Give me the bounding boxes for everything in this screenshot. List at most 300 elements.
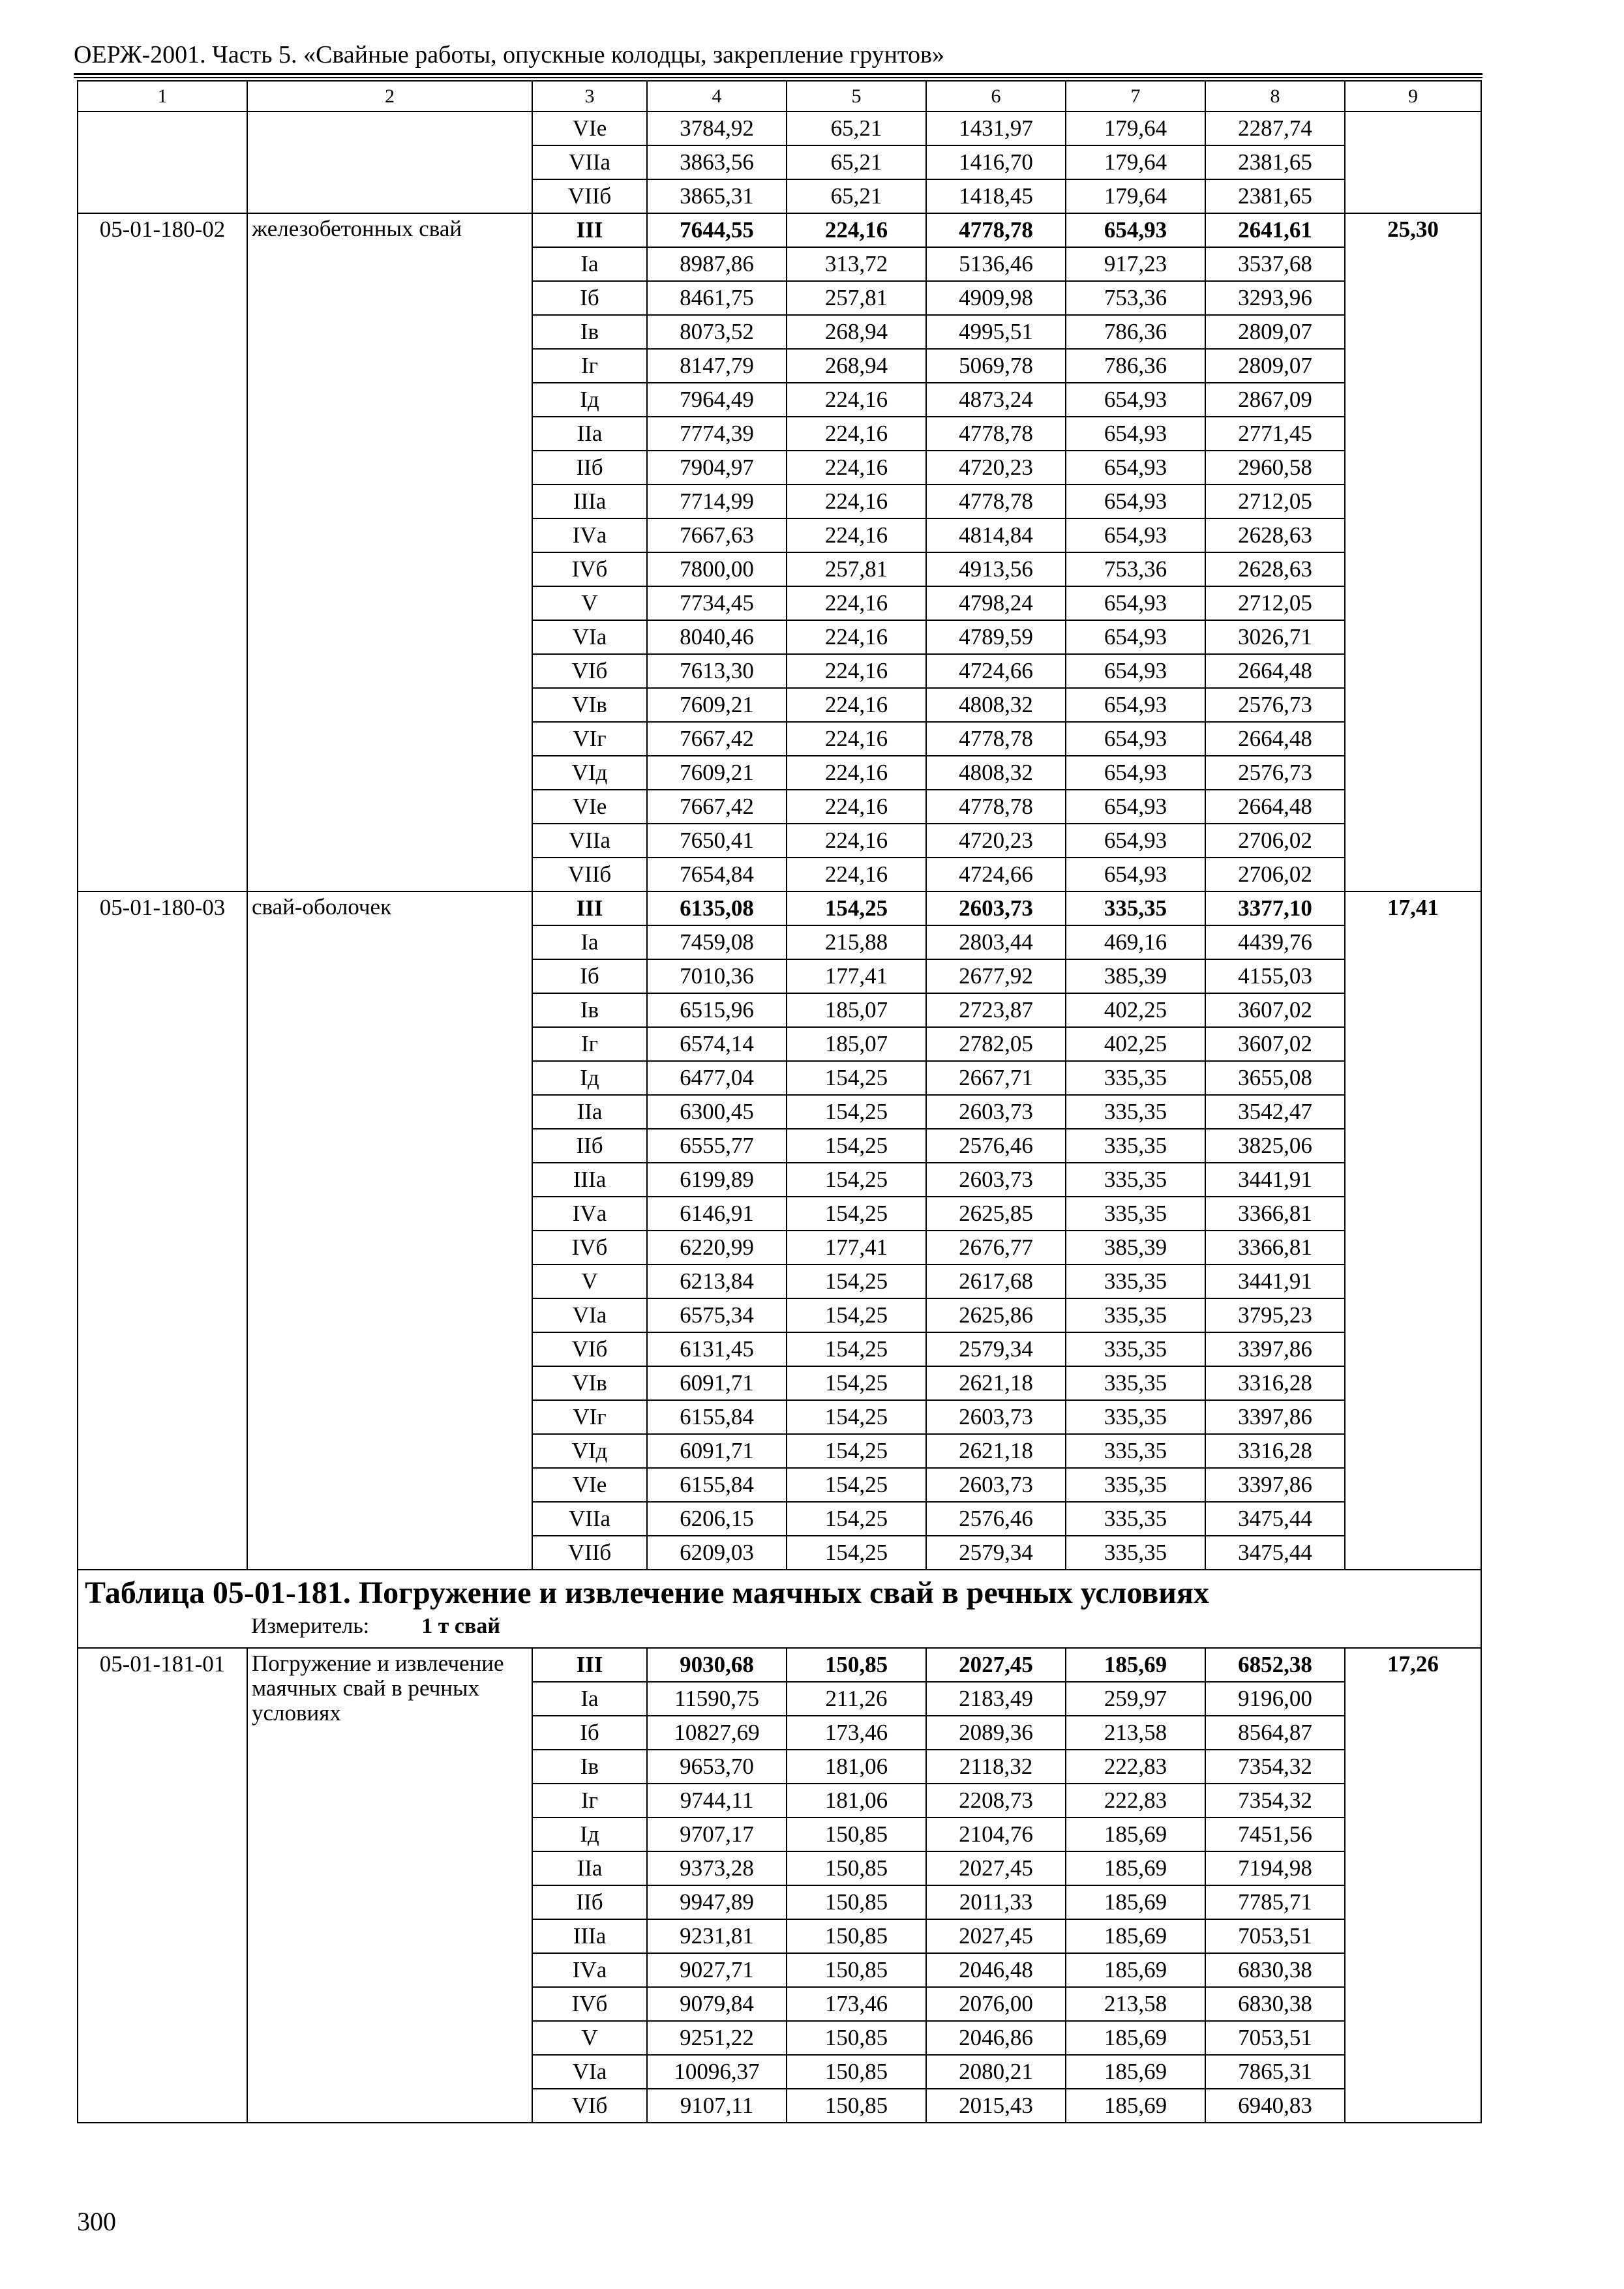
cell-col-5: 173,46 — [787, 1987, 926, 2021]
cell-col-7: 654,93 — [1066, 824, 1205, 858]
cell-col-7: 179,64 — [1066, 145, 1205, 179]
cell-col-8: 3397,86 — [1205, 1400, 1345, 1434]
cell-col-7: 185,69 — [1066, 1885, 1205, 1919]
cell-col-3: Iг — [532, 1027, 647, 1061]
cell-col-4: 6135,08 — [647, 891, 787, 925]
cell-col-7: 654,93 — [1066, 518, 1205, 552]
cell-col-6: 1416,70 — [926, 145, 1066, 179]
cell-col-8: 3475,44 — [1205, 1536, 1345, 1570]
cell-col-6: 2621,18 — [926, 1434, 1066, 1468]
cell-col-4: 8073,52 — [647, 315, 787, 349]
cell-col-6: 2089,36 — [926, 1716, 1066, 1750]
cell-col-4: 6515,96 — [647, 993, 787, 1027]
cell-col-3: IIб — [532, 1129, 647, 1163]
cell-col-3: Iг — [532, 349, 647, 383]
cell-col-8: 7053,51 — [1205, 2021, 1345, 2055]
cell-col-6: 2027,45 — [926, 1851, 1066, 1885]
cell-col-5: 150,85 — [787, 2055, 926, 2089]
cell-col-6: 1431,97 — [926, 112, 1066, 145]
cell-col-5: 224,16 — [787, 790, 926, 824]
cell-col-8: 6830,38 — [1205, 1953, 1345, 1987]
cell-col-3: VIв — [532, 1366, 647, 1400]
cell-col-4: 8040,46 — [647, 620, 787, 654]
cell-col-5: 215,88 — [787, 925, 926, 959]
measure-line — [85, 1612, 1474, 1641]
cell-col-7: 402,25 — [1066, 993, 1205, 1027]
cell-col-7: 402,25 — [1066, 1027, 1205, 1061]
cell-col-8: 2576,73 — [1205, 688, 1345, 722]
cell-col-6: 2579,34 — [926, 1332, 1066, 1366]
cell-col-4: 7774,39 — [647, 417, 787, 451]
item-code — [78, 112, 247, 213]
cell-col-5: 224,16 — [787, 688, 926, 722]
cell-col-3: Iг — [532, 1784, 647, 1818]
cell-col-8: 4155,03 — [1205, 959, 1345, 993]
item-col9: 25,30 — [1345, 213, 1481, 891]
item-code: 05-01-181-01 — [78, 1648, 247, 2123]
cell-col-4: 9231,81 — [647, 1919, 787, 1953]
cell-col-4: 6300,45 — [647, 1095, 787, 1129]
cell-col-8: 2712,05 — [1205, 485, 1345, 518]
cell-col-4: 6091,71 — [647, 1366, 787, 1400]
cell-col-7: 335,35 — [1066, 1061, 1205, 1095]
cell-col-4: 9251,22 — [647, 2021, 787, 2055]
cell-col-6: 4913,56 — [926, 552, 1066, 586]
cell-col-8: 2287,74 — [1205, 112, 1345, 145]
cell-col-6: 2625,85 — [926, 1197, 1066, 1231]
cell-col-5: 224,16 — [787, 654, 926, 688]
cell-col-4: 8461,75 — [647, 281, 787, 315]
cell-col-7: 654,93 — [1066, 722, 1205, 756]
cell-col-3: VIе — [532, 112, 647, 145]
cell-col-8: 3795,23 — [1205, 1298, 1345, 1332]
cell-col-5: 154,25 — [787, 1163, 926, 1197]
cell-col-5: 177,41 — [787, 959, 926, 993]
cell-col-8: 3316,28 — [1205, 1366, 1345, 1400]
cell-col-3: IIа — [532, 417, 647, 451]
cell-col-6: 2579,34 — [926, 1536, 1066, 1570]
cell-col-6: 2011,33 — [926, 1885, 1066, 1919]
cell-col-3: IVб — [532, 552, 647, 586]
cell-col-3: V — [532, 1264, 647, 1298]
cell-col-7: 185,69 — [1066, 1648, 1205, 1682]
cell-col-7: 335,35 — [1066, 1400, 1205, 1434]
cell-col-6: 4724,66 — [926, 654, 1066, 688]
cell-col-5: 268,94 — [787, 349, 926, 383]
cell-col-4: 7650,41 — [647, 824, 787, 858]
cell-col-7: 335,35 — [1066, 1298, 1205, 1332]
cell-col-6: 2676,77 — [926, 1231, 1066, 1264]
cell-col-8: 3366,81 — [1205, 1197, 1345, 1231]
column-header-7: 7 — [1066, 81, 1205, 112]
cell-col-5: 224,16 — [787, 858, 926, 891]
cell-col-4: 6155,84 — [647, 1468, 787, 1502]
cell-col-3: VIб — [532, 2089, 647, 2123]
cell-col-3: IIа — [532, 1851, 647, 1885]
cell-col-7: 335,35 — [1066, 1366, 1205, 1400]
cell-col-3: VIа — [532, 620, 647, 654]
cell-col-6: 4798,24 — [926, 586, 1066, 620]
cell-col-4: 6213,84 — [647, 1264, 787, 1298]
cell-col-5: 224,16 — [787, 586, 926, 620]
cell-col-4: 6131,45 — [647, 1332, 787, 1366]
item-code: 05-01-180-03 — [78, 891, 247, 1570]
cell-col-7: 654,93 — [1066, 451, 1205, 485]
cell-col-8: 3607,02 — [1205, 1027, 1345, 1061]
cell-col-5: 224,16 — [787, 518, 926, 552]
column-header-5: 5 — [787, 81, 926, 112]
cell-col-8: 3537,68 — [1205, 247, 1345, 281]
cell-col-5: 154,25 — [787, 1468, 926, 1502]
cell-col-7: 185,69 — [1066, 1919, 1205, 1953]
cell-col-5: 65,21 — [787, 145, 926, 179]
cell-col-6: 2667,71 — [926, 1061, 1066, 1095]
cell-col-3: IIIа — [532, 1163, 647, 1197]
cell-col-5: 257,81 — [787, 552, 926, 586]
cell-col-6: 4995,51 — [926, 315, 1066, 349]
cell-col-7: 654,93 — [1066, 383, 1205, 417]
cell-col-8: 2641,61 — [1205, 213, 1345, 247]
cell-col-7: 335,35 — [1066, 1536, 1205, 1570]
column-header-8: 8 — [1205, 81, 1345, 112]
cell-col-4: 9707,17 — [647, 1818, 787, 1851]
cell-col-8: 2712,05 — [1205, 586, 1345, 620]
cell-col-6: 5069,78 — [926, 349, 1066, 383]
cell-col-8: 3542,47 — [1205, 1095, 1345, 1129]
cell-col-7: 335,35 — [1066, 1163, 1205, 1197]
cell-col-6: 2603,73 — [926, 891, 1066, 925]
cell-col-5: 268,94 — [787, 315, 926, 349]
column-header-9: 9 — [1345, 81, 1481, 112]
cell-col-3: III — [532, 213, 647, 247]
cell-col-3: Iа — [532, 247, 647, 281]
cell-col-4: 7609,21 — [647, 756, 787, 790]
cell-col-5: 224,16 — [787, 383, 926, 417]
cell-col-8: 2867,09 — [1205, 383, 1345, 417]
cell-col-5: 150,85 — [787, 1648, 926, 1682]
cell-col-7: 654,93 — [1066, 858, 1205, 891]
cell-col-5: 154,25 — [787, 1061, 926, 1095]
cell-col-4: 7964,49 — [647, 383, 787, 417]
cell-col-4: 9373,28 — [647, 1851, 787, 1885]
cell-col-6: 4778,78 — [926, 417, 1066, 451]
cell-col-5: 224,16 — [787, 451, 926, 485]
cell-col-4: 7667,42 — [647, 722, 787, 756]
cell-col-3: IIа — [532, 1095, 647, 1129]
cell-col-8: 6940,83 — [1205, 2089, 1345, 2123]
cell-col-7: 222,83 — [1066, 1750, 1205, 1784]
cell-col-8: 2664,48 — [1205, 790, 1345, 824]
cell-col-6: 2603,73 — [926, 1163, 1066, 1197]
cell-col-7: 335,35 — [1066, 1197, 1205, 1231]
cell-col-5: 224,16 — [787, 824, 926, 858]
cell-col-6: 4909,98 — [926, 281, 1066, 315]
cell-col-7: 654,93 — [1066, 654, 1205, 688]
cell-col-3: IIIа — [532, 485, 647, 518]
cell-col-6: 2076,00 — [926, 1987, 1066, 2021]
cell-col-8: 2381,65 — [1205, 145, 1345, 179]
cell-col-6: 2803,44 — [926, 925, 1066, 959]
cell-col-5: 154,25 — [787, 1298, 926, 1332]
cell-col-6: 4789,59 — [926, 620, 1066, 654]
cell-col-6: 2027,45 — [926, 1648, 1066, 1682]
cell-col-6: 2677,92 — [926, 959, 1066, 993]
cell-col-6: 1418,45 — [926, 179, 1066, 213]
cell-col-4: 8987,86 — [647, 247, 787, 281]
cell-col-8: 2809,07 — [1205, 349, 1345, 383]
running-header: ОЕРЖ-2001. Часть 5. «Свайные работы, опускные колодцы, закрепление грунтов» — [74, 41, 944, 68]
cell-col-4: 6220,99 — [647, 1231, 787, 1264]
cell-col-6: 2046,86 — [926, 2021, 1066, 2055]
column-header-4: 4 — [647, 81, 787, 112]
cell-col-6: 2723,87 — [926, 993, 1066, 1027]
cell-col-7: 654,93 — [1066, 417, 1205, 451]
cell-col-4: 3784,92 — [647, 112, 787, 145]
cell-col-7: 222,83 — [1066, 1784, 1205, 1818]
cell-col-8: 7451,56 — [1205, 1818, 1345, 1851]
cell-col-4: 8147,79 — [647, 349, 787, 383]
cell-col-4: 6209,03 — [647, 1536, 787, 1570]
cell-col-7: 654,93 — [1066, 485, 1205, 518]
cell-col-4: 9027,71 — [647, 1953, 787, 1987]
cell-col-6: 4778,78 — [926, 213, 1066, 247]
cell-col-5: 150,85 — [787, 1953, 926, 1987]
cell-col-5: 173,46 — [787, 1716, 926, 1750]
table-title-row — [78, 1570, 1481, 1648]
cell-col-3: VIа — [532, 1298, 647, 1332]
cell-col-3: VIг — [532, 1400, 647, 1434]
column-header-3: 3 — [532, 81, 647, 112]
measure-value: 1 т свай — [421, 1614, 500, 1638]
item-col9: 17,41 — [1345, 891, 1481, 1570]
cell-col-8: 2628,63 — [1205, 552, 1345, 586]
cell-col-7: 213,58 — [1066, 1716, 1205, 1750]
column-header-1: 1 — [78, 81, 247, 112]
cell-col-5: 224,16 — [787, 213, 926, 247]
cell-col-3: IVа — [532, 1953, 647, 1987]
cell-col-4: 7644,55 — [647, 213, 787, 247]
cell-col-5: 224,16 — [787, 417, 926, 451]
cell-col-8: 6830,38 — [1205, 1987, 1345, 2021]
cell-col-4: 7714,99 — [647, 485, 787, 518]
cell-col-8: 7785,71 — [1205, 1885, 1345, 1919]
cell-col-6: 4720,23 — [926, 451, 1066, 485]
cell-col-7: 185,69 — [1066, 2055, 1205, 2089]
item-name: железобетонных свай — [247, 213, 532, 891]
cell-col-8: 3441,91 — [1205, 1264, 1345, 1298]
cell-col-7: 185,69 — [1066, 1851, 1205, 1885]
cell-col-8: 3441,91 — [1205, 1163, 1345, 1197]
cell-col-8: 3397,86 — [1205, 1332, 1345, 1366]
cell-col-3: V — [532, 586, 647, 620]
cell-col-4: 6199,89 — [647, 1163, 787, 1197]
cell-col-6: 2782,05 — [926, 1027, 1066, 1061]
cell-col-4: 11590,75 — [647, 1682, 787, 1716]
item-name: Погружение и извлечение маячных свай в речных условиях — [247, 1648, 532, 2123]
cell-col-5: 150,85 — [787, 2089, 926, 2123]
cell-col-7: 259,97 — [1066, 1682, 1205, 1716]
table-row — [78, 112, 1481, 145]
cell-col-7: 654,93 — [1066, 756, 1205, 790]
cell-col-4: 10096,37 — [647, 2055, 787, 2089]
cell-col-3: Iв — [532, 993, 647, 1027]
cell-col-4: 9030,68 — [647, 1648, 787, 1682]
item-col9 — [1345, 112, 1481, 213]
cell-col-4: 6574,14 — [647, 1027, 787, 1061]
cell-col-4: 7904,97 — [647, 451, 787, 485]
cell-col-7: 179,64 — [1066, 112, 1205, 145]
cell-col-7: 335,35 — [1066, 1502, 1205, 1536]
cell-col-7: 185,69 — [1066, 1953, 1205, 1987]
cell-col-3: VIд — [532, 1434, 647, 1468]
measure-label: Измеритель: — [251, 1614, 370, 1638]
cell-col-7: 335,35 — [1066, 1434, 1205, 1468]
cell-col-6: 2104,76 — [926, 1818, 1066, 1851]
cell-col-7: 185,69 — [1066, 2089, 1205, 2123]
cell-col-8: 3377,10 — [1205, 891, 1345, 925]
cell-col-6: 2118,32 — [926, 1750, 1066, 1784]
cell-col-5: 177,41 — [787, 1231, 926, 1264]
cell-col-8: 3825,06 — [1205, 1129, 1345, 1163]
price-table — [77, 80, 1481, 2123]
cell-col-5: 224,16 — [787, 722, 926, 756]
cell-col-6: 2625,86 — [926, 1298, 1066, 1332]
cell-col-8: 8564,87 — [1205, 1716, 1345, 1750]
table-title: Таблица 05-01-181. Погружение и извлечение маячных свай в речных условиях — [85, 1576, 1209, 1610]
cell-col-7: 654,93 — [1066, 213, 1205, 247]
cell-col-5: 154,25 — [787, 1366, 926, 1400]
cell-col-7: 179,64 — [1066, 179, 1205, 213]
cell-col-4: 6555,77 — [647, 1129, 787, 1163]
item-code: 05-01-180-02 — [78, 213, 247, 891]
cell-col-7: 654,93 — [1066, 688, 1205, 722]
table-row — [78, 213, 1481, 247]
cell-col-7: 654,93 — [1066, 790, 1205, 824]
cell-col-6: 2015,43 — [926, 2089, 1066, 2123]
cell-col-6: 2617,68 — [926, 1264, 1066, 1298]
cell-col-5: 150,85 — [787, 1919, 926, 1953]
cell-col-7: 213,58 — [1066, 1987, 1205, 2021]
cell-col-6: 2046,48 — [926, 1953, 1066, 1987]
column-header-6: 6 — [926, 81, 1066, 112]
header-rule-thin — [74, 77, 1482, 78]
cell-col-8: 3316,28 — [1205, 1434, 1345, 1468]
cell-col-8: 7354,32 — [1205, 1750, 1345, 1784]
cell-col-6: 4778,78 — [926, 790, 1066, 824]
cell-col-8: 7053,51 — [1205, 1919, 1345, 1953]
cell-col-7: 335,35 — [1066, 1468, 1205, 1502]
header-rule — [74, 73, 1482, 75]
cell-col-7: 469,16 — [1066, 925, 1205, 959]
cell-col-6: 4778,78 — [926, 722, 1066, 756]
cell-col-5: 154,25 — [787, 1095, 926, 1129]
cell-col-7: 335,35 — [1066, 1332, 1205, 1366]
cell-col-6: 5136,46 — [926, 247, 1066, 281]
cell-col-4: 9107,11 — [647, 2089, 787, 2123]
cell-col-8: 3026,71 — [1205, 620, 1345, 654]
cell-col-3: IIб — [532, 1885, 647, 1919]
cell-col-3: VIд — [532, 756, 647, 790]
cell-col-5: 65,21 — [787, 112, 926, 145]
cell-col-3: VIе — [532, 790, 647, 824]
cell-col-6: 2080,21 — [926, 2055, 1066, 2089]
cell-col-3: Iд — [532, 1818, 647, 1851]
table-title-cell — [78, 1570, 1481, 1648]
cell-col-8: 2960,58 — [1205, 451, 1345, 485]
cell-col-4: 7654,84 — [647, 858, 787, 891]
cell-col-4: 9947,89 — [647, 1885, 787, 1919]
cell-col-8: 2628,63 — [1205, 518, 1345, 552]
cell-col-6: 2603,73 — [926, 1400, 1066, 1434]
cell-col-8: 7354,32 — [1205, 1784, 1345, 1818]
cell-col-8: 3475,44 — [1205, 1502, 1345, 1536]
cell-col-5: 257,81 — [787, 281, 926, 315]
cell-col-7: 185,69 — [1066, 2021, 1205, 2055]
cell-col-8: 3397,86 — [1205, 1468, 1345, 1502]
cell-col-4: 9079,84 — [647, 1987, 787, 2021]
cell-col-3: VIIа — [532, 824, 647, 858]
cell-col-4: 10827,69 — [647, 1716, 787, 1750]
cell-col-8: 3607,02 — [1205, 993, 1345, 1027]
cell-col-3: VIIб — [532, 858, 647, 891]
cell-col-6: 2603,73 — [926, 1095, 1066, 1129]
cell-col-8: 2809,07 — [1205, 315, 1345, 349]
cell-col-8: 9196,00 — [1205, 1682, 1345, 1716]
cell-col-3: VIб — [532, 1332, 647, 1366]
cell-col-6: 2183,49 — [926, 1682, 1066, 1716]
cell-col-5: 181,06 — [787, 1784, 926, 1818]
cell-col-3: Iв — [532, 315, 647, 349]
cell-col-8: 2381,65 — [1205, 179, 1345, 213]
cell-col-8: 3655,08 — [1205, 1061, 1345, 1095]
cell-col-3: VIIа — [532, 1502, 647, 1536]
cell-col-6: 4778,78 — [926, 485, 1066, 518]
cell-col-4: 6575,34 — [647, 1298, 787, 1332]
cell-col-4: 7667,42 — [647, 790, 787, 824]
cell-col-6: 2603,73 — [926, 1468, 1066, 1502]
cell-col-3: IVа — [532, 518, 647, 552]
cell-col-5: 154,25 — [787, 1197, 926, 1231]
cell-col-4: 9653,70 — [647, 1750, 787, 1784]
cell-col-7: 385,39 — [1066, 1231, 1205, 1264]
cell-col-3: V — [532, 2021, 647, 2055]
cell-col-5: 185,07 — [787, 1027, 926, 1061]
cell-col-7: 385,39 — [1066, 959, 1205, 993]
cell-col-5: 154,25 — [787, 1434, 926, 1468]
cell-col-3: IVб — [532, 1231, 647, 1264]
cell-col-8: 7865,31 — [1205, 2055, 1345, 2089]
cell-col-4: 6155,84 — [647, 1400, 787, 1434]
cell-col-4: 7459,08 — [647, 925, 787, 959]
cell-col-5: 154,25 — [787, 1400, 926, 1434]
cell-col-7: 335,35 — [1066, 891, 1205, 925]
cell-col-3: VIг — [532, 722, 647, 756]
cell-col-5: 154,25 — [787, 1502, 926, 1536]
cell-col-6: 4873,24 — [926, 383, 1066, 417]
cell-col-5: 224,16 — [787, 756, 926, 790]
item-col9: 17,26 — [1345, 1648, 1481, 2123]
cell-col-7: 786,36 — [1066, 315, 1205, 349]
cell-col-5: 150,85 — [787, 1885, 926, 1919]
cell-col-8: 3293,96 — [1205, 281, 1345, 315]
cell-col-6: 4720,23 — [926, 824, 1066, 858]
cell-col-4: 6091,71 — [647, 1434, 787, 1468]
cell-col-3: VIе — [532, 1468, 647, 1502]
column-header-2: 2 — [247, 81, 532, 112]
cell-col-3: VIб — [532, 654, 647, 688]
cell-col-3: VIа — [532, 2055, 647, 2089]
cell-col-3: Iб — [532, 959, 647, 993]
